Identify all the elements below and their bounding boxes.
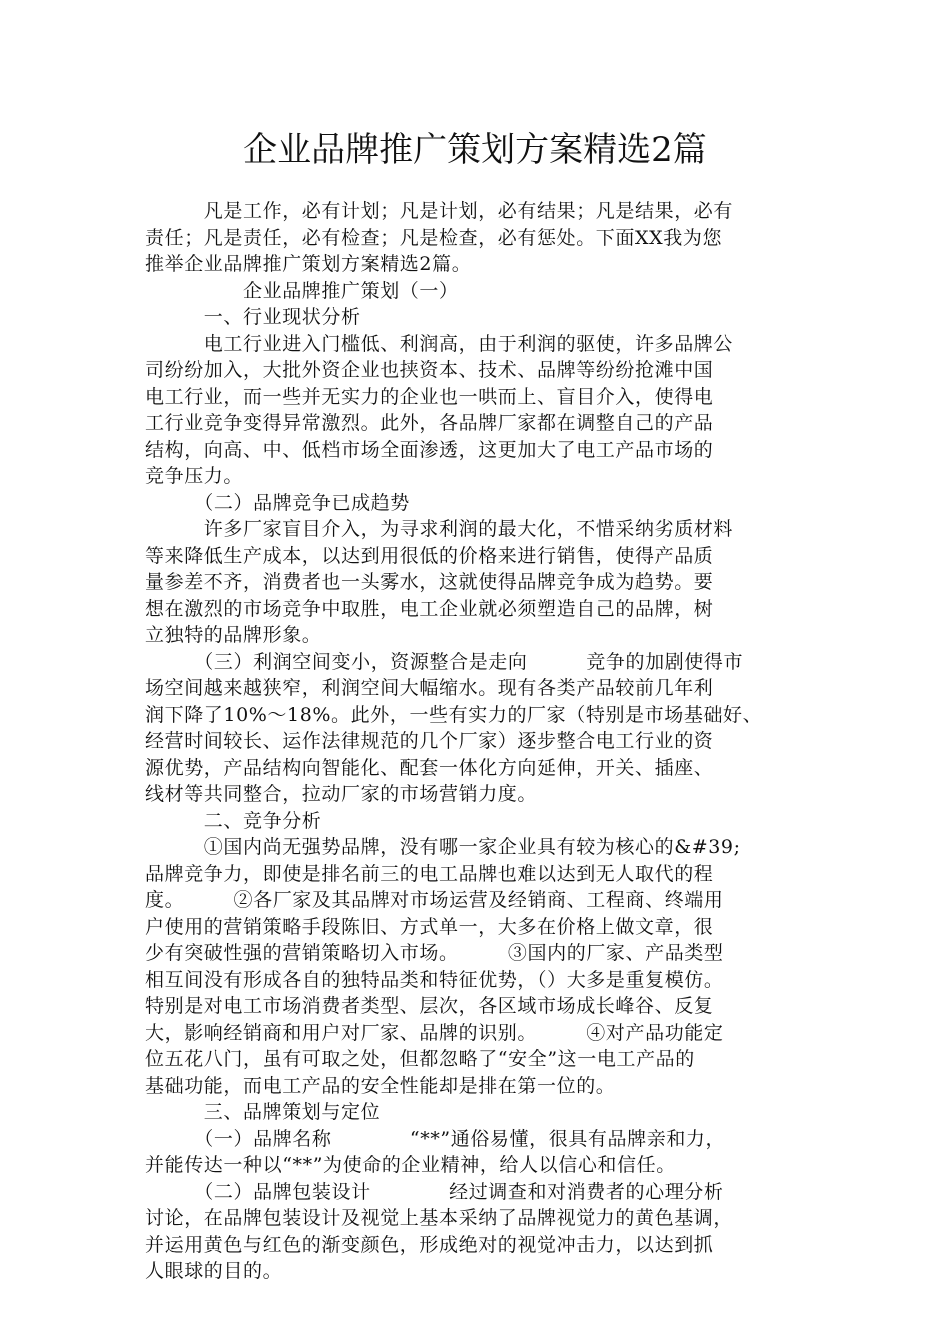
body-line: （二）品牌包装设计 经过调查和对消费者的心理分析 — [145, 1180, 724, 1203]
body-line: 并运用黄色与红色的渐变颜色，形成绝对的视觉冲击力，以达到抓 — [145, 1233, 714, 1256]
body-line: ①国内尚无强势品牌，没有哪一家企业具有较为核心的&#39; — [145, 836, 741, 858]
body-line: 等来降低生产成本，以达到用很低的价格来进行销售，使得产品质 — [145, 544, 714, 567]
body-line: 三、品牌策划与定位 — [145, 1101, 381, 1123]
body-line: 度。 ②各厂家及其品牌对市场运营及经销商、工程商、终端用 — [145, 889, 724, 911]
body-line: 竞争压力。 — [145, 465, 244, 487]
body-line: 场空间越来越狭窄，利润空间大幅缩水。现有各类产品较前几年利 — [145, 677, 714, 699]
body-line: 基础功能，而电工产品的安全性能却是排在第一位的。 — [145, 1074, 616, 1097]
body-line: 少有突破性强的营销策略切入市场。 ③国内的厂家、产品类型 — [145, 942, 724, 964]
body-line: 讨论，在品牌包装设计及视觉上基本采纳了品牌视觉力的黄色基调， — [145, 1207, 734, 1229]
body-line: 户使用的营销策略手段陈旧、方式单一，大多在价格上做文章，很 — [145, 915, 714, 938]
body-line: 线材等共同整合，拉动厂家的市场营销力度。 — [145, 783, 538, 805]
body-line: 量参差不齐，消费者也一头雾水，这就使得品牌竞争成为趋势。要 — [145, 571, 714, 593]
document-title: 企业品牌推广策划方案精选2篇 — [243, 130, 707, 170]
body-line: （一）品牌名称 “**”通俗易懂，很具有品牌亲和力， — [145, 1127, 726, 1150]
body-line: 润下降了10%～18%。此外，一些有实力的厂家（特别是市场基础好、 — [145, 703, 763, 726]
body-line: 品牌竞争力，即使是排名前三的电工品牌也难以达到无人取代的程 — [145, 862, 714, 885]
body-line: 人眼球的目的。 — [145, 1260, 283, 1282]
body-line: 责任；凡是责任，必有检查；凡是检查，必有惩处。下面XX我为您 — [145, 226, 723, 249]
body-line: 立独特的品牌形象。 — [145, 624, 322, 646]
body-line: 企业品牌推广策划（一） — [145, 279, 459, 302]
body-line: 工行业竞争变得异常激烈。此外，各品牌厂家都在调整自己的产品 — [145, 412, 714, 434]
body-line: 经营时间较长、运作法律规范的几个厂家）逐步整合电工行业的资 — [145, 730, 714, 752]
body-line: （三）利润空间变小，资源整合是走向 竞争的加剧使得市 — [145, 650, 744, 673]
body-line: 源优势，产品结构向智能化、配套一体化方向延伸，开关、插座、 — [145, 756, 714, 779]
body-line: 电工行业，而一些并无实力的企业也一哄而上、盲目介入，使得电 — [145, 385, 714, 408]
body-line: 位五花八门，虽有可取之处，但都忽略了“安全”这一电工产品的 — [145, 1048, 695, 1070]
body-line: 一、行业现状分析 — [145, 306, 361, 328]
body-line: 凡是工作，必有计划；凡是计划，必有结果；凡是结果，必有 — [145, 200, 734, 222]
body-line: 司纷纷加入，大批外资企业也挟资本、技术、品牌等纷纷抢滩中国 — [145, 359, 714, 381]
body-line: 许多厂家盲目介入，为寻求利润的最大化，不惜采纳劣质材料 — [145, 518, 734, 540]
body-line: 大，影响经销商和用户对厂家、品牌的识别。 ④对产品功能定 — [145, 1021, 724, 1044]
body-line: 特别是对电工市场消费者类型、层次，各区域市场成长峰谷、反复 — [145, 995, 714, 1017]
body-line: 结构，向高、中、低档市场全面渗透，这更加大了电工产品市场的 — [145, 438, 714, 461]
document-body — [145, 198, 817, 1285]
body-line: 相互间没有形成各自的独特品类和特征优势，（）大多是重复模仿。 — [145, 968, 724, 991]
body-line: 电工行业进入门槛低、利润高，由于利润的驱使，许多品牌公 — [145, 332, 734, 355]
body-line: （二）品牌竞争已成趋势 — [145, 491, 410, 514]
body-line: 二、竞争分析 — [145, 809, 322, 832]
body-line: 并能传达一种以“**”为使命的企业精神，给人以信心和信任。 — [145, 1154, 676, 1176]
body-line: 想在激烈的市场竞争中取胜，电工企业就必须塑造自己的品牌，树 — [145, 597, 714, 620]
body-line: 推举企业品牌推广策划方案精选2篇。 — [145, 253, 472, 275]
